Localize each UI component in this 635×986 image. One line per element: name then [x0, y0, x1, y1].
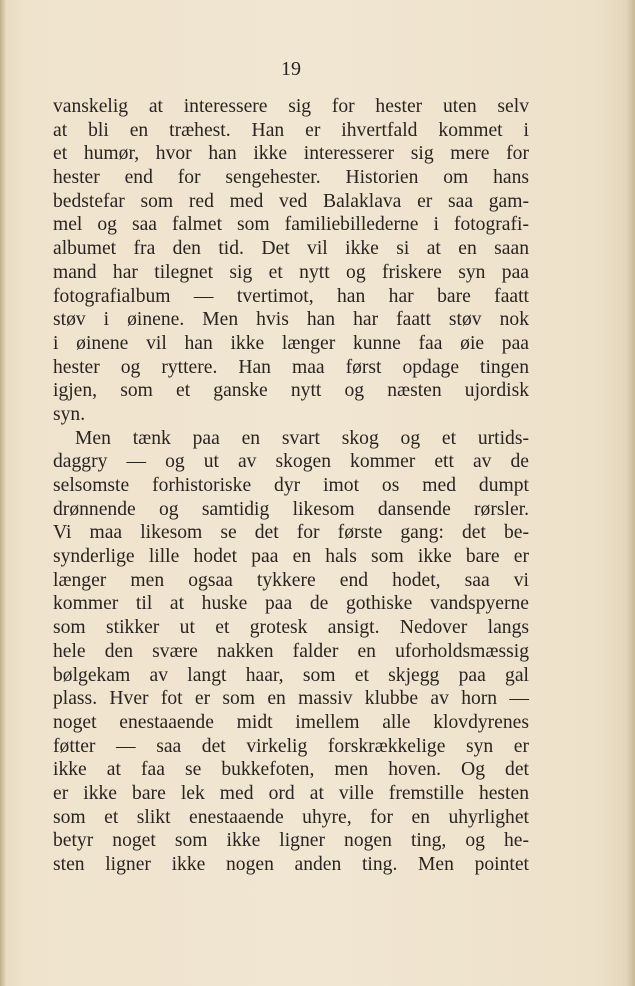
- text-line: mel og saa falmet som familiebillederne i fotografi-: [53, 214, 529, 236]
- text-line: Vi maa likesom se det for første gang: det be-: [53, 522, 529, 544]
- page-number: 19: [281, 58, 301, 80]
- text-line: hester og ryttere. Han maa først opdage tingen: [53, 356, 529, 378]
- text-line: synderlige lille hodet paa en hals som ikke bare er: [53, 546, 529, 568]
- text-line: ikke at faa se bukkefoten, men hoven. Og det: [53, 759, 529, 781]
- text-line: bølgekam av langt haar, som et skjegg paa gal: [53, 664, 529, 686]
- text-line: at bli en træhest. Han er ihvertfald kommet i: [53, 119, 529, 141]
- text-line: hele den svære nakken falder en uforholdsmæssig: [53, 640, 529, 662]
- text-line: selsomste forhistoriske dyr imot os med dumpt: [53, 475, 529, 496]
- text-line: mand har tilegnet sig et nytt og friskere syn paa: [53, 261, 529, 283]
- text-line: betyr noget som ikke ligner nogen ting, og he-: [53, 830, 529, 852]
- text-line: sten ligner ikke nogen anden ting. Men pointet: [53, 854, 529, 875]
- text-line: kommer til at huske paa de gothiske vandspyerne: [53, 593, 529, 615]
- text-line: daggry — og ut av skogen kommer ett av de: [53, 451, 529, 473]
- text-line: føtter — saa det virkelig forskrækkelige syn er: [53, 735, 529, 757]
- text-line: vanskelig at interessere sig for hester uten selv: [53, 96, 529, 117]
- text-line: et humør, hvor han ikke interesserer sig mere for: [53, 143, 529, 165]
- page-left-edge: [0, 0, 6, 986]
- text-line: syn.: [53, 403, 86, 425]
- text-line: som et slikt enestaaende uhyre, for en uhyrlighet: [53, 806, 529, 828]
- text-line: igjen, som et ganske nytt og næsten ujordisk: [53, 380, 529, 402]
- text-line: i øinene vil han ikke længer kunne faa øie paa: [53, 332, 529, 354]
- page-right-edge: [625, 0, 635, 986]
- text-line: noget enestaaende midt imellem alle klovdyrenes: [53, 711, 529, 733]
- text-line: hester end for sengehester. Historien om hans: [53, 167, 529, 189]
- text-line: albumet fra den tid. Det vil ikke si at en saan: [53, 238, 529, 260]
- body-text: [53, 95, 529, 877]
- text-line: som stikker ut et grotesk ansigt. Nedover langs: [53, 617, 529, 639]
- text-line: støv i øinene. Men hvis han har faatt støv nok: [53, 309, 529, 331]
- text-line: Men tænk paa en svart skog og et urtids-: [75, 427, 529, 449]
- text-line: drønnende og samtidig likesom dansende rørsler.: [53, 498, 529, 520]
- text-line: fotografialbum — tvertimot, han har bare faatt: [53, 285, 529, 307]
- text-line: er ikke bare lek med ord at ville fremstille hesten: [53, 782, 529, 804]
- text-line: plass. Hver fot er som en massiv klubbe av horn —: [53, 688, 529, 710]
- text-line: længer men ogsaa tykkere end hodet, saa vi: [53, 569, 529, 591]
- text-line: bedstefar som red med ved Balaklava er saa gam-: [53, 190, 529, 212]
